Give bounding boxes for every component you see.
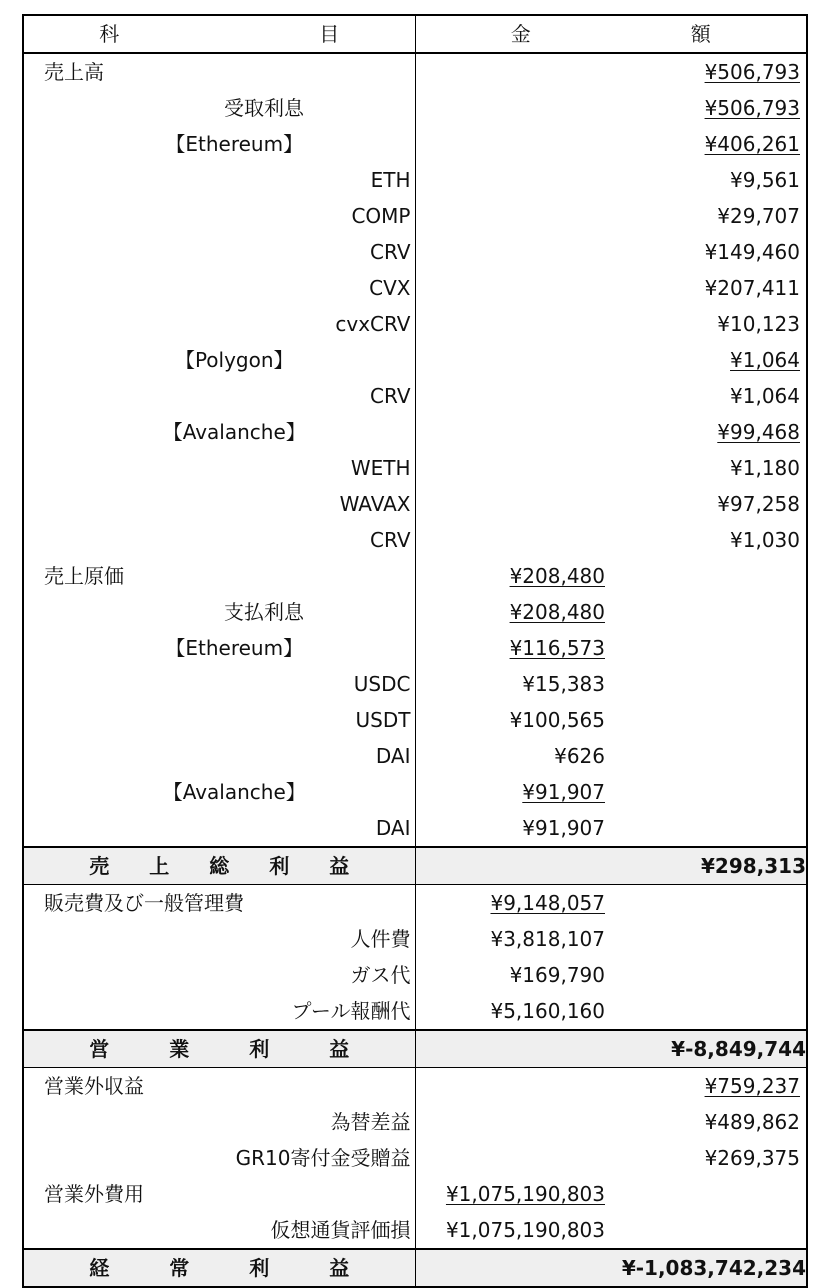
amount-cell <box>611 1176 807 1212</box>
total-row <box>23 1249 807 1287</box>
table-row <box>23 1140 807 1176</box>
table-row <box>23 774 807 810</box>
amount-cell <box>611 90 807 126</box>
account-label: 受取利息 <box>23 90 415 126</box>
detail-amount-cell <box>415 921 611 957</box>
table-row <box>23 921 807 957</box>
detail-amount-cell <box>415 594 611 630</box>
account-label: 【Avalanche】 <box>23 414 415 450</box>
amount: ¥1,030 <box>730 528 800 552</box>
account-label: CRV <box>23 378 415 414</box>
detail-amount-cell <box>415 90 611 126</box>
account-label: 売上高 <box>23 53 415 90</box>
detail-amount: ¥116,573 <box>509 636 605 660</box>
amount: ¥1,064 <box>730 348 800 372</box>
amount-cell <box>611 522 807 558</box>
account-label: 営業外費用 <box>23 1176 415 1212</box>
amount-cell <box>611 162 807 198</box>
detail-amount-cell <box>415 666 611 702</box>
account-label: WAVAX <box>23 486 415 522</box>
detail-amount-cell <box>415 450 611 486</box>
amount-cell <box>611 702 807 738</box>
table-row <box>23 738 807 774</box>
total-amount: ¥-8,849,744 <box>415 1030 807 1068</box>
table-row <box>23 126 807 162</box>
detail-amount-cell <box>415 1068 611 1105</box>
detail-amount-cell <box>415 342 611 378</box>
table-row <box>23 486 807 522</box>
detail-amount: ¥169,790 <box>509 963 605 987</box>
total-label: 経 常 利 益 <box>23 1249 415 1287</box>
table-row <box>23 1104 807 1140</box>
detail-amount-cell <box>415 234 611 270</box>
detail-amount-cell <box>415 1212 611 1249</box>
amount-cell <box>611 1140 807 1176</box>
account-label: ガス代 <box>23 957 415 993</box>
total-row <box>23 847 807 885</box>
statement-body <box>23 53 807 1287</box>
account-label: 売上原価 <box>23 558 415 594</box>
account-label: ETH <box>23 162 415 198</box>
amount-cell <box>611 234 807 270</box>
table-row <box>23 378 807 414</box>
detail-amount: ¥91,907 <box>522 780 605 804</box>
total-amount: ¥298,313 <box>415 847 807 885</box>
amount-cell <box>611 414 807 450</box>
table-row <box>23 198 807 234</box>
amount-cell <box>611 738 807 774</box>
detail-amount: ¥3,818,107 <box>490 927 605 951</box>
amount-cell <box>611 486 807 522</box>
table-row <box>23 53 807 90</box>
detail-amount-cell <box>415 522 611 558</box>
amount: ¥269,375 <box>704 1146 800 1170</box>
table-row <box>23 558 807 594</box>
table-row <box>23 234 807 270</box>
account-label: 販売費及び一般管理費 <box>23 885 415 922</box>
amount-cell <box>611 53 807 90</box>
total-amount: ¥-1,083,742,234 <box>415 1249 807 1287</box>
account-label: CVX <box>23 270 415 306</box>
subject-column-header: 科 目 <box>23 15 415 53</box>
table-row <box>23 162 807 198</box>
total-label: 売 上 総 利 益 <box>23 847 415 885</box>
account-label: cvxCRV <box>23 306 415 342</box>
table-row <box>23 450 807 486</box>
table-row <box>23 1212 807 1249</box>
table-row <box>23 810 807 847</box>
amount-cell <box>611 885 807 922</box>
amount: ¥1,180 <box>730 456 800 480</box>
amount-cell <box>611 1212 807 1249</box>
amount-cell <box>611 630 807 666</box>
table-row <box>23 1176 807 1212</box>
account-label: DAI <box>23 810 415 847</box>
detail-amount-cell <box>415 486 611 522</box>
amount: ¥29,707 <box>717 204 800 228</box>
account-label: USDC <box>23 666 415 702</box>
amount-cell <box>611 666 807 702</box>
table-row <box>23 885 807 922</box>
detail-amount-cell <box>415 957 611 993</box>
amount: ¥99,468 <box>717 420 800 444</box>
table-row <box>23 342 807 378</box>
account-label: COMP <box>23 198 415 234</box>
account-label: 【Avalanche】 <box>23 774 415 810</box>
detail-amount-cell <box>415 306 611 342</box>
account-label: DAI <box>23 738 415 774</box>
detail-amount: ¥626 <box>554 744 605 768</box>
table-row <box>23 90 807 126</box>
total-row <box>23 1030 807 1068</box>
detail-amount-cell <box>415 993 611 1030</box>
amount: ¥489,862 <box>704 1110 800 1134</box>
table-header <box>23 15 807 53</box>
account-label: 【Ethereum】 <box>23 126 415 162</box>
detail-amount-cell <box>415 774 611 810</box>
table-row <box>23 1068 807 1105</box>
account-label: 為替差益 <box>23 1104 415 1140</box>
amount-cell <box>611 378 807 414</box>
detail-amount: ¥15,383 <box>522 672 605 696</box>
account-label: 仮想通貨評価損 <box>23 1212 415 1249</box>
account-label: 支払利息 <box>23 594 415 630</box>
table-row <box>23 702 807 738</box>
detail-amount: ¥208,480 <box>509 564 605 588</box>
account-label: 営業外収益 <box>23 1068 415 1105</box>
account-label: 人件費 <box>23 921 415 957</box>
amount: ¥759,237 <box>704 1074 800 1098</box>
detail-amount-cell <box>415 414 611 450</box>
amount-cell <box>611 810 807 847</box>
account-label: 【Ethereum】 <box>23 630 415 666</box>
amount: ¥506,793 <box>704 60 800 84</box>
account-label: WETH <box>23 450 415 486</box>
amount-cell <box>611 993 807 1030</box>
table-row <box>23 666 807 702</box>
amount-cell <box>611 450 807 486</box>
amount-column-header: 金 額 <box>415 15 807 53</box>
amount-cell <box>611 1104 807 1140</box>
amount: ¥506,793 <box>704 96 800 120</box>
amount: ¥1,064 <box>730 384 800 408</box>
account-label: CRV <box>23 522 415 558</box>
detail-amount-cell <box>415 53 611 90</box>
account-label: GR10寄付金受贈益 <box>23 1140 415 1176</box>
amount-cell <box>611 126 807 162</box>
table-row <box>23 522 807 558</box>
detail-amount-cell <box>415 1176 611 1212</box>
amount-cell <box>611 774 807 810</box>
table-row <box>23 414 807 450</box>
amount-cell <box>611 921 807 957</box>
account-label: USDT <box>23 702 415 738</box>
income-statement-table <box>22 14 808 1288</box>
detail-amount: ¥208,480 <box>509 600 605 624</box>
detail-amount: ¥9,148,057 <box>490 891 605 915</box>
amount: ¥149,460 <box>704 240 800 264</box>
amount: ¥97,258 <box>717 492 800 516</box>
detail-amount-cell <box>415 378 611 414</box>
amount-cell <box>611 558 807 594</box>
detail-amount-cell <box>415 126 611 162</box>
detail-amount-cell <box>415 1140 611 1176</box>
detail-amount-cell <box>415 270 611 306</box>
detail-amount-cell <box>415 885 611 922</box>
amount-cell <box>611 957 807 993</box>
table-row <box>23 306 807 342</box>
total-label: 営 業 利 益 <box>23 1030 415 1068</box>
detail-amount: ¥5,160,160 <box>490 999 605 1023</box>
detail-amount: ¥1,075,190,803 <box>445 1182 605 1206</box>
account-label: CRV <box>23 234 415 270</box>
table-row <box>23 993 807 1030</box>
account-label: 【Polygon】 <box>23 342 415 378</box>
detail-amount: ¥1,075,190,803 <box>445 1218 605 1242</box>
detail-amount-cell <box>415 198 611 234</box>
account-label: プール報酬代 <box>23 993 415 1030</box>
table-row <box>23 630 807 666</box>
amount: ¥9,561 <box>730 168 800 192</box>
amount-cell <box>611 1068 807 1105</box>
detail-amount-cell <box>415 738 611 774</box>
detail-amount-cell <box>415 702 611 738</box>
amount: ¥10,123 <box>717 312 800 336</box>
amount-cell <box>611 306 807 342</box>
detail-amount-cell <box>415 1104 611 1140</box>
detail-amount-cell <box>415 630 611 666</box>
detail-amount-cell <box>415 558 611 594</box>
amount-cell <box>611 342 807 378</box>
detail-amount-cell <box>415 162 611 198</box>
amount-cell <box>611 270 807 306</box>
amount: ¥207,411 <box>704 276 800 300</box>
detail-amount-cell <box>415 810 611 847</box>
amount-cell <box>611 198 807 234</box>
detail-amount: ¥100,565 <box>509 708 605 732</box>
amount: ¥406,261 <box>704 132 800 156</box>
table-row <box>23 594 807 630</box>
table-row <box>23 957 807 993</box>
amount-cell <box>611 594 807 630</box>
table-row <box>23 270 807 306</box>
detail-amount: ¥91,907 <box>522 816 605 840</box>
